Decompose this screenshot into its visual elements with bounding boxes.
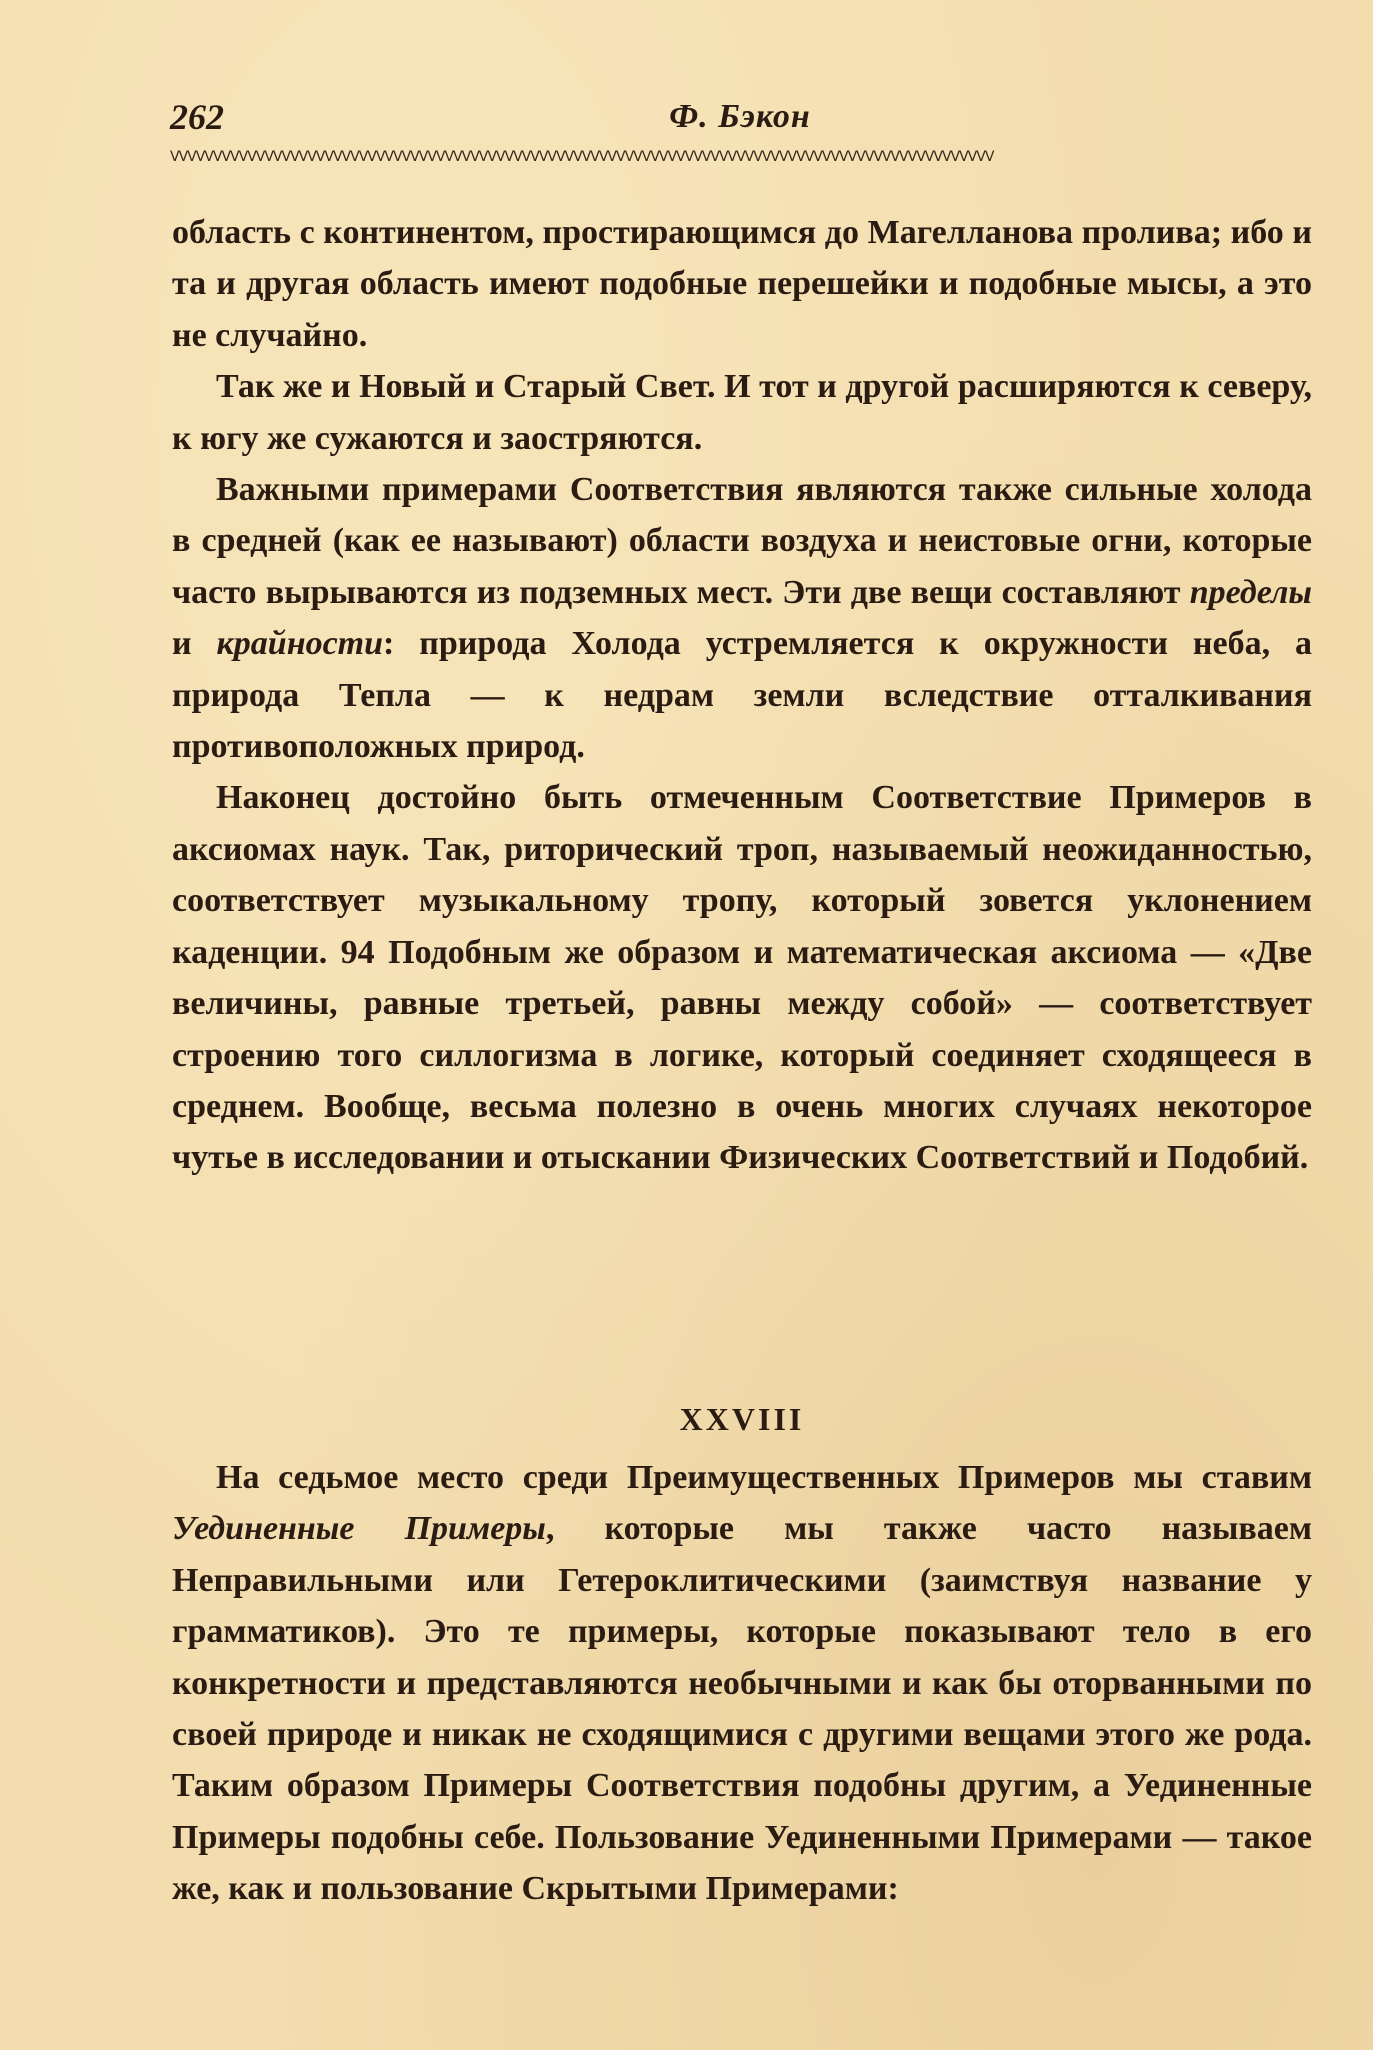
paragraph-solitary-instances (172, 1452, 1312, 1915)
page-number: 262 (170, 97, 224, 137)
page-header (170, 92, 1310, 142)
italic-term: пределы (1189, 573, 1312, 611)
paragraph-continuation: область с континентом, простирающимся до Магелланова пролива; ибо и та и другая область имеют подобные перешейки и подобные мысы, а это не случайно. (172, 214, 1312, 354)
italic-term: Уединенные Примеры (172, 1510, 546, 1548)
body-text-bottom (172, 1452, 1312, 1915)
paragraph-cold-heat (172, 464, 1312, 772)
paragraph-text: Важными примерами Соответствия являются также сильные холода в средней (как ее называют) области воздуха и неистовые огни, которые часто вырываются из подземных мест. Эти две вещи составляют (172, 471, 1312, 611)
running-head: Ф. Бэкон (669, 98, 811, 135)
paragraph-new-old-world: Так же и Новый и Старый Свет. И тот и другой расширяются к северу, к югу же сужаются и заостряются. (172, 368, 1312, 457)
paragraph-text: и (172, 625, 217, 663)
paragraph-text: : природа Холода устремляется к окружности неба, а природа Тепла — к недрам земли вследствие отталкивания противоположных природ. (172, 625, 1313, 766)
paragraph-text: На седьмое место среди Преимущественных Примеров мы ставим (216, 1459, 1312, 1496)
paragraph-axioms: Наконец достойно быть отмеченным Соответствие Примеров в аксиомах наук. Так, риторический троп, называемый неожиданностью, соответствует музыкальному тропу, который зовется уклонением каденции. 94 Подобным же образом и математическая аксиома — «Две величины, равные третьей, равны между собой» — соответствует строению того силлогизма в логике, который соединяет сходящееся в среднем. Вообще, весьма полезно в очень многих случаях некоторое чутье в исследовании и отыскании Физических Соответствий и Подобий. (172, 779, 1312, 1177)
italic-term: крайности (216, 625, 384, 663)
paragraph-text: , которые мы также часто называем Неправильными или Гетероклитическими (заимствуя название у грамматиков). Это те примеры, которые показывают тело в его конкретности и представляются необычными и как бы оторванными по своей природе и никак не сходящимися с другими вещами этого же рода. Таким образом Примеры Соответствия подобны другим, а Уединенные Примеры подобны себе. Пользование Уединенными Примерами — такое же, как и пользование Скрытыми Примерами: (172, 1510, 1312, 1908)
header-ornament-rule: ᐯᐯᐯᐯᐯᐯᐯᐯᐯᐯᐯᐯᐯᐯᐯᐯᐯᐯᐯᐯᐯᐯᐯᐯᐯᐯᐯᐯᐯᐯᐯᐯᐯᐯᐯᐯᐯᐯᐯᐯᐯᐯᐯᐯᐯᐯᐯᐯᐯᐯᐯᐯᐯᐯᐯᐯᐯᐯᐯᐯᐯᐯᐯᐯᐯᐯᐯᐯᐯᐯᐯᐯᐯᐯᐯᐯᐯᐯᐯᐯᐯᐯᐯᐯᐯᐯᐯᐯᐯᐯᐯᐯᐯᐯᐯᐯ (170, 150, 994, 164)
body-text-top (172, 207, 1312, 1184)
section-heading: XXVIII (679, 1401, 805, 1437)
